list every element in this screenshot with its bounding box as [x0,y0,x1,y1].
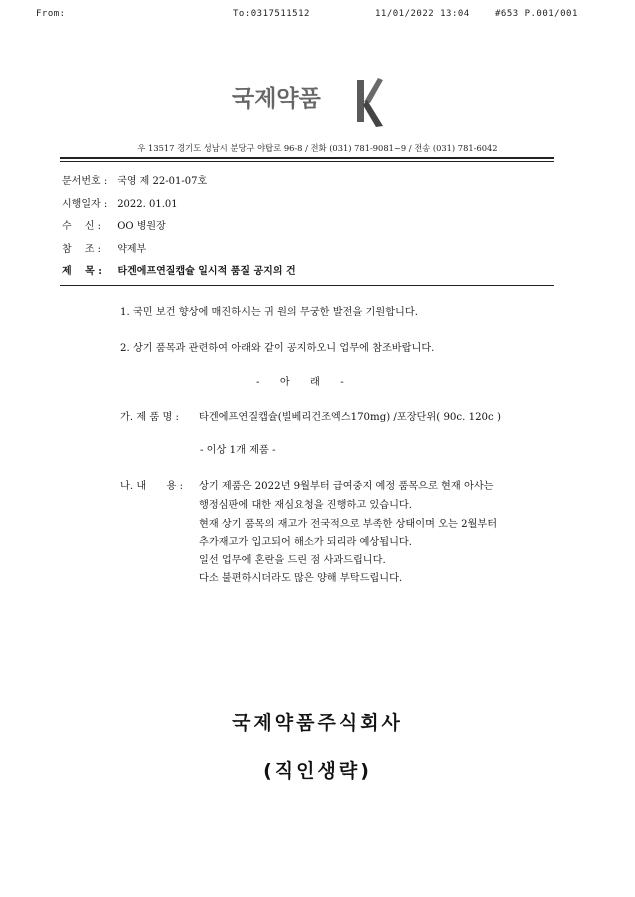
item-b-line: 현재 상기 품목의 재고가 전국적으로 부족한 상태이며 오는 2월부터 [199,519,498,530]
item-b-line: 상기 제품은 2022년 9월부터 급여중지 예정 품목으로 현재 아사는 [199,481,494,492]
issue-date: 2022. 01.01 [117,199,178,210]
item-b-line: 다소 불편하시더라도 많은 양해 부탁드립니다. [199,573,403,584]
reference: 약제부 [117,244,147,255]
item-b-line: 행정심판에 대한 재심요청을 진행하고 있습니다. [199,500,413,511]
header-rule-bottom [60,161,554,162]
k-logo-icon [356,76,384,128]
signature-company: 국제약품주식회사 [232,712,403,734]
item-a-note: - 이상 1개 제품 - [200,445,276,456]
below-heading: - 아 래 - [256,377,344,388]
fax-page-number: #653 P.001/001 [495,9,578,19]
item-a-product: 타겐에프연질캡슐(빌베리건조엑스170mg) /포장단위( 90c. 120c ) [199,412,501,423]
recipient-row [62,217,166,232]
doc-number-row [62,172,207,187]
item-b-line: 추가재고가 입고되어 해소가 되리라 예상됩니다. [199,537,413,548]
company-logo-text: 국제약품 [232,86,321,112]
issue-date-row [62,195,178,210]
fax-from: From: [36,9,66,19]
paragraph-2: 2. 상기 품목과 관련하여 아래와 같이 공지하오니 업무에 참조바랍니다. [120,343,435,354]
subject-rule [60,285,554,286]
fax-to: To:0317511512 [233,9,310,19]
item-a-label: 가. 제 품 명 : [120,412,179,423]
paragraph-1: 1. 국민 보건 향상에 매진하시는 귀 원의 무궁한 발전을 기원합니다. [120,307,418,318]
recipient-label: 수 신 : [62,221,102,232]
issue-date-label: 시행일자 : [62,199,108,210]
reference-label: 참 조 : [62,244,102,255]
header-rule-top [60,157,554,159]
subject-label: 제 목 : [62,266,102,277]
subject: 타겐에프연질캡슐 일시적 품질 공지의 건 [117,266,296,277]
doc-number-label: 문서번호 : [62,176,108,187]
recipient: OO 병원장 [117,221,166,232]
seal-omitted-note: (직인생략) [263,760,372,782]
fax-datetime: 11/01/2022 13:04 [375,9,470,19]
reference-row [62,240,146,255]
item-b-line: 일선 업무에 혼란을 드린 점 사과드립니다. [199,555,386,566]
doc-number: 국영 제 22-01-07호 [117,176,208,187]
subject-row [62,262,296,277]
company-address: 우 13517 경기도 성남시 분당구 야탑로 96-8 / 전화 (031) 781-9081~9 / 전송 (031) 781-6042 [137,143,498,153]
item-b-label: 나. 내 용 : [120,481,184,492]
